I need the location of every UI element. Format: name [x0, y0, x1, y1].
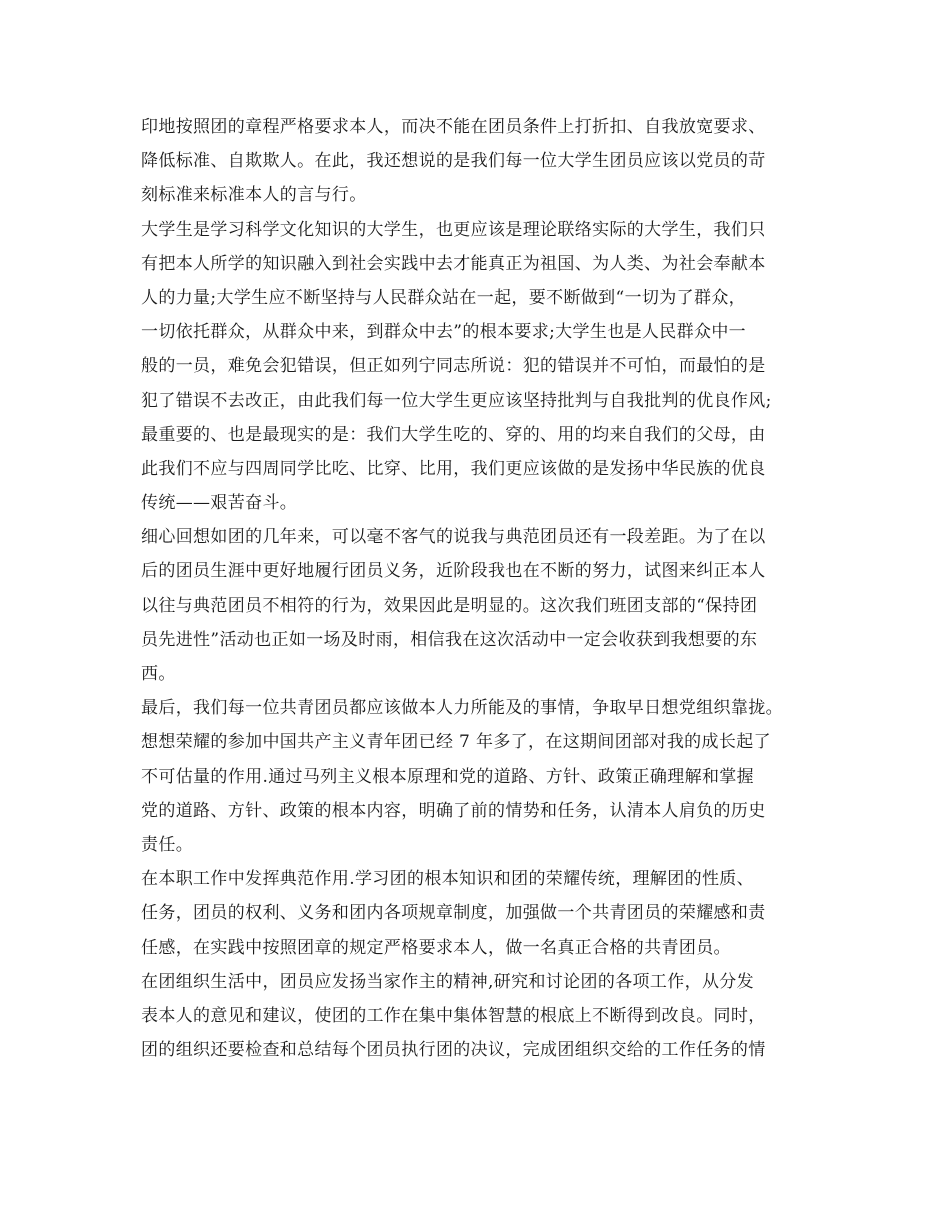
text-line: 人的力量;大学生应不断坚持与人民群众站在一起，要不断做到“一切为了群众，: [141, 287, 747, 308]
text-line: 刻标准来标准本人的言与行。: [141, 185, 367, 206]
text-line: 般的一员，难免会犯错误，但正如列宁同志所说：犯的错误并不可怕，而最怕的是: [141, 356, 766, 377]
text-line: 有把本人所学的知识融入到社会实践中去才能真正为祖国、为人类、为社会奉献本: [141, 253, 766, 274]
text-line: 以往与典范团员不相符的行为，效果因此是明显的。这次我们班团支部的“保持团: [141, 595, 758, 616]
text-line: 西。: [141, 664, 176, 684]
text-line: 最重要的、也是最现实的是：我们大学生吃的、穿的、用的均来自我们的父母，由: [141, 424, 766, 445]
text-line: 任感，在实践中按照团章的规定严格要求本人，做一名真正合格的共青团员。: [141, 937, 731, 958]
text-line: 一切依托群众，从群众中来，到群众中去”的根本要求;大学生也是人民群众中一: [141, 322, 747, 343]
document-body: [141, 110, 831, 1067]
text-line: 党的道路、方针、政策的根本内容，明确了前的情势和任务，认清本人肩负的历史: [141, 800, 766, 821]
text-line: 犯了错误不去改正，由此我们每一位大学生更应该坚持批判与自我批判的优良作风;: [141, 390, 772, 411]
text-line: 最后，我们每一位共青团员都应该做本人力所能及的事情，争取早日想党组织靠拢。: [141, 698, 783, 719]
text-line: 在团组织生活中，团员应发扬当家作主的精神,研究和讨论团的各项工作，从分发: [141, 971, 755, 992]
text-line: 想想荣耀的参加中国共产主义青年团已经 7 年多了，在这期间团部对我的成长起了: [141, 732, 771, 753]
text-line: 大学生是学习科学文化知识的大学生，也更应该是理论联络实际的大学生，我们只: [141, 219, 766, 240]
text-line: 后的团员生涯中更好地履行团员义务，近阶段我也在不断的努力，试图来纠正本人: [141, 561, 766, 582]
text-line: 责任。: [141, 834, 194, 855]
text-line: 降低标准、自欺欺人。在此，我还想说的是我们每一位大学生团员应该以党员的苛: [141, 151, 766, 172]
text-line: 表本人的意见和建议，使团的工作在集中集体智慧的根底上不断得到改良。同时，: [141, 1005, 766, 1026]
text-line: 印地按照团的章程严格要求本人，而决不能在团员条件上打折扣、自我放宽要求、: [141, 117, 766, 137]
text-line: 员先进性”活动也正如一场及时雨，相信我在这次活动中一定会收获到我想要的东: [141, 629, 758, 650]
text-line: 细心回想如团的几年来，可以毫不客气的说我与典范团员还有一段差距。为了在以: [141, 527, 766, 548]
text-line: 不可估量的作用.通过马列主义根本原理和党的道路、方针、政策正确理解和掌握: [141, 766, 755, 787]
text-line: 团的组织还要检查和总结每个团员执行团的决议，完成团组织交给的工作任务的情: [141, 1040, 766, 1061]
text-line: 传统——艰苦奋斗。: [141, 493, 298, 514]
text-line: 任务，团员的权利、义务和团内各项规章制度，加强做一个共青团员的荣耀感和责: [141, 903, 766, 924]
text-line: 在本职工作中发挥典范作用.学习团的根本知识和团的荣耀传统，理解团的性质、: [141, 869, 755, 890]
text-line: 此我们不应与四周同学比吃、比穿、比用，我们更应该做的是发扬中华民族的优良: [141, 458, 766, 479]
